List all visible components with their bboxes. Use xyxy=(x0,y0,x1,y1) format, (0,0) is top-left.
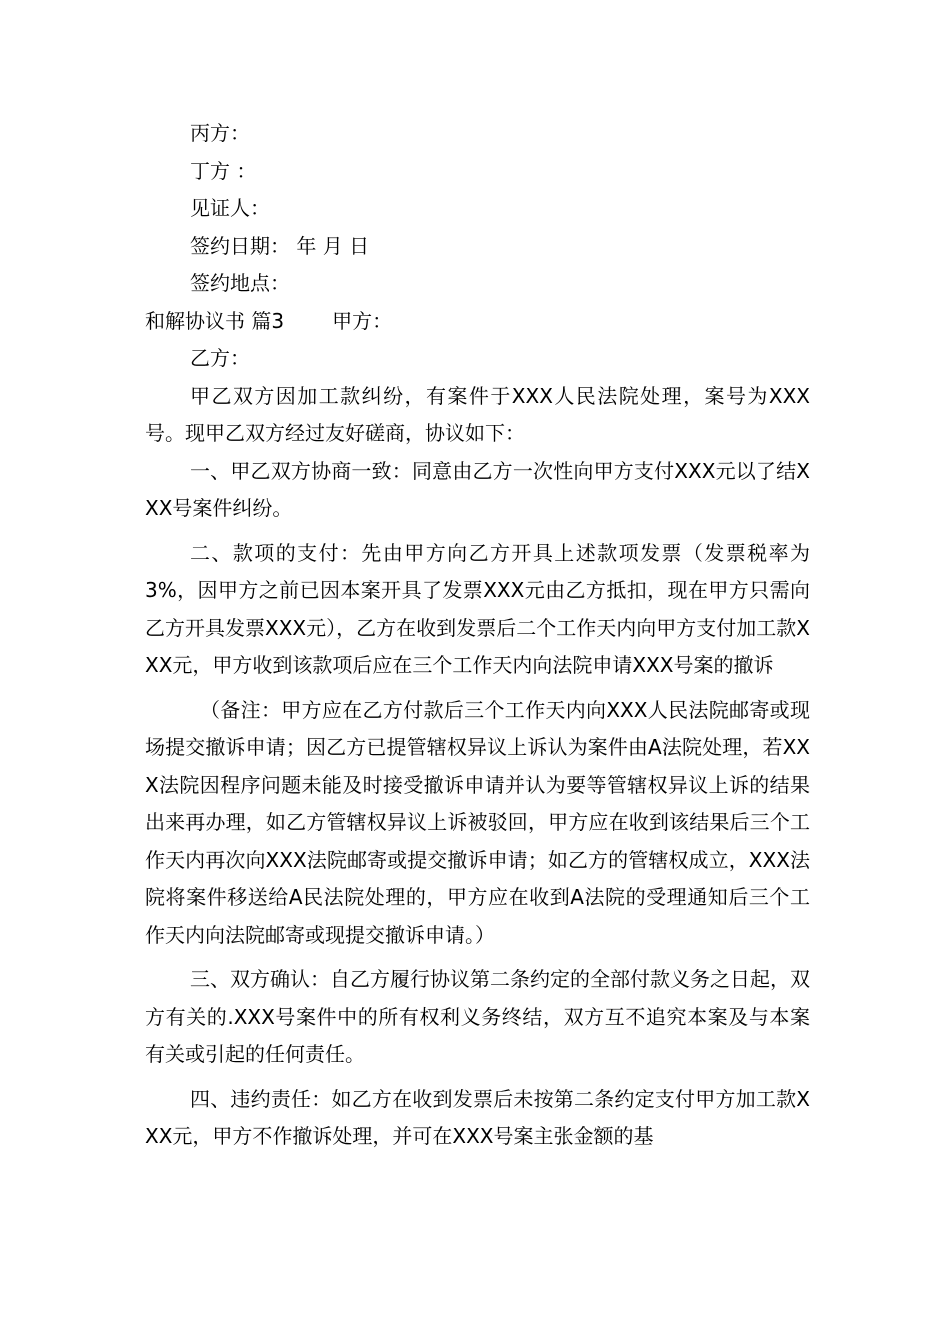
note-paragraph: （备注：甲方应在乙方付款后三个工作天内向XXX人民法院邮寄或现场提交撤诉申请；因乙方已提管辖权异议上诉认为案件由A法院处理，若XXX法院因程序问题未能及时接受撤诉申请并认为要等管辖权异议上诉的结果出来再办理，如乙方管辖权异议上诉被驳回，甲方应在收到该结果后三个工作天内再次向XXX法院邮寄或提交撤诉申请；如乙方的管辖权成立，XXX法院将案件移送给A民法院处理的，甲方应在收到A法院的受理通知后三个工作天内向法院邮寄或现提交撤诉申请。） xyxy=(145,697,810,947)
signing-date-field: 签约日期： 年 月 日 xyxy=(190,233,370,258)
section-title: 和解协议书 篇3 xyxy=(145,308,285,333)
clause-four-paragraph: 四、违约责任：如乙方在收到发票后未按第二条约定支付甲方加工款XXX元，甲方不作撤诉处理，并可在XXX号案主张金额的基 xyxy=(145,1086,810,1148)
party-b-field: 乙方： xyxy=(190,346,250,370)
witness-field: 见证人： xyxy=(190,196,270,220)
clause-one-paragraph: 一、甲乙双方协商一致：同意由乙方一次性向甲方支付XXX元以了结XXX号案件纠纷。 xyxy=(145,458,810,520)
clause-two-paragraph: 二、款项的支付：先由甲方向乙方开具上述款项发票（发票税率为3%，因甲方之前已因本案开具了发票XXX元由乙方抵扣，现在甲方只需向乙方开具发票XXX元），乙方在收到发票后二个工作天内向甲方支付加工款XXX元，甲方收到该款项后应在三个工作天内向法院申请XXX号案的撤诉 xyxy=(145,540,810,677)
party-d-field: 丁方 ： xyxy=(190,158,257,183)
intro-paragraph: 甲乙双方因加工款纠纷，有案件于XXX人民法院处理，案号为XXX号。现甲乙双方经过友好磋商，协议如下： xyxy=(145,383,810,445)
clause-three-paragraph: 三、双方确认：自乙方履行协议第二条约定的全部付款义务之日起，双方有关的.XXX号案件中的所有权利义务终结，双方互不追究本案及与本案有关或引起的任何责任。 xyxy=(145,967,810,1066)
document-body xyxy=(145,115,810,1156)
party-c-field: 丙方： xyxy=(190,121,250,145)
signing-place-field: 签约地点： xyxy=(190,271,290,295)
party-a-field: 甲方： xyxy=(332,308,393,333)
section-heading-line xyxy=(145,303,810,341)
